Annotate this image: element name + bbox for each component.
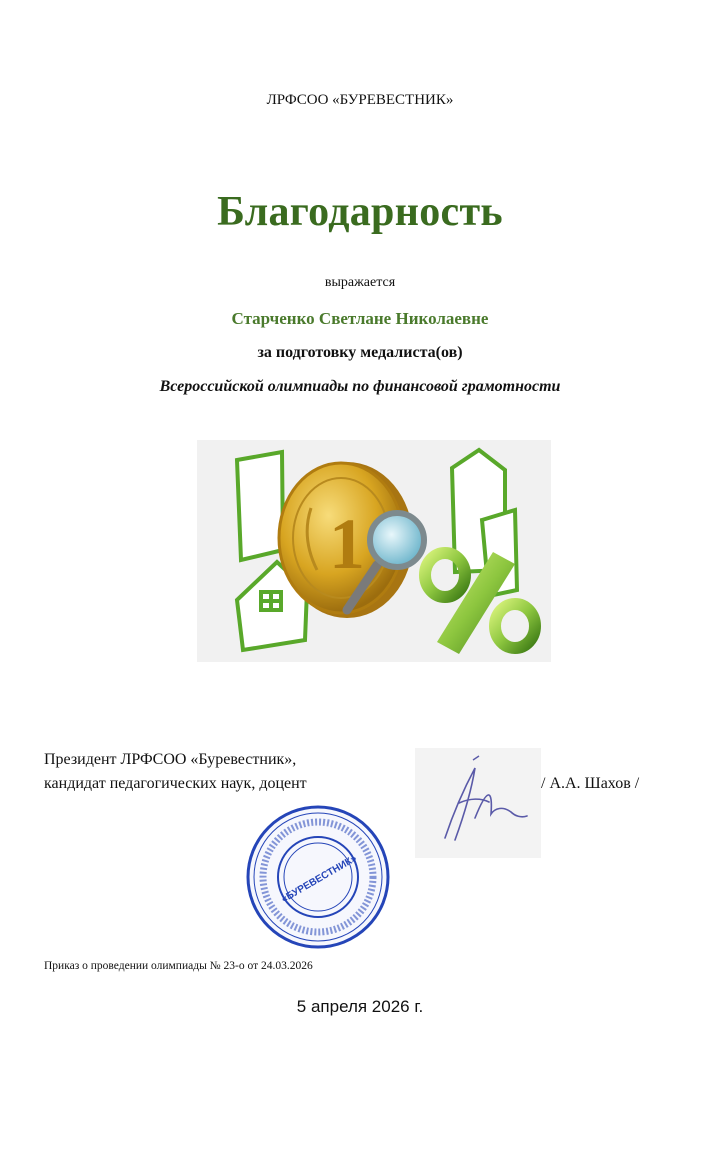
signatory-title — [44, 748, 307, 796]
signer-name: / А.А. Шахов / — [541, 775, 640, 792]
handwritten-signature — [415, 748, 541, 858]
issue-date: 5 апреля 2026 г. — [296, 997, 424, 1016]
certificate-title: Благодарность — [217, 189, 503, 235]
coin-digit: 1 — [329, 504, 365, 584]
organization-name: ЛРФСОО «БУРЕВЕСТНИК» — [266, 92, 454, 108]
order-reference: Приказ о проведении олимпиады № 23-о от 24.03.2026 — [44, 960, 313, 972]
signatory-line-2: кандидат педагогических наук, доцент — [44, 775, 307, 792]
signatory-line-1: Президент ЛРФСОО «Буревестник», — [44, 751, 297, 768]
olympiad-name: Всероссийской олимпиады по финансовой грамотности — [159, 378, 561, 395]
official-seal — [245, 804, 391, 950]
award-reason: за подготовку медалиста(ов) — [257, 344, 463, 361]
seal-center-text: «БУРЕВЕСТНИК» — [279, 853, 359, 906]
expresses-text: выражается — [324, 275, 396, 290]
recipient-name: Старченко Светлане Николаевне — [231, 309, 489, 328]
finance-illustration — [197, 440, 551, 662]
